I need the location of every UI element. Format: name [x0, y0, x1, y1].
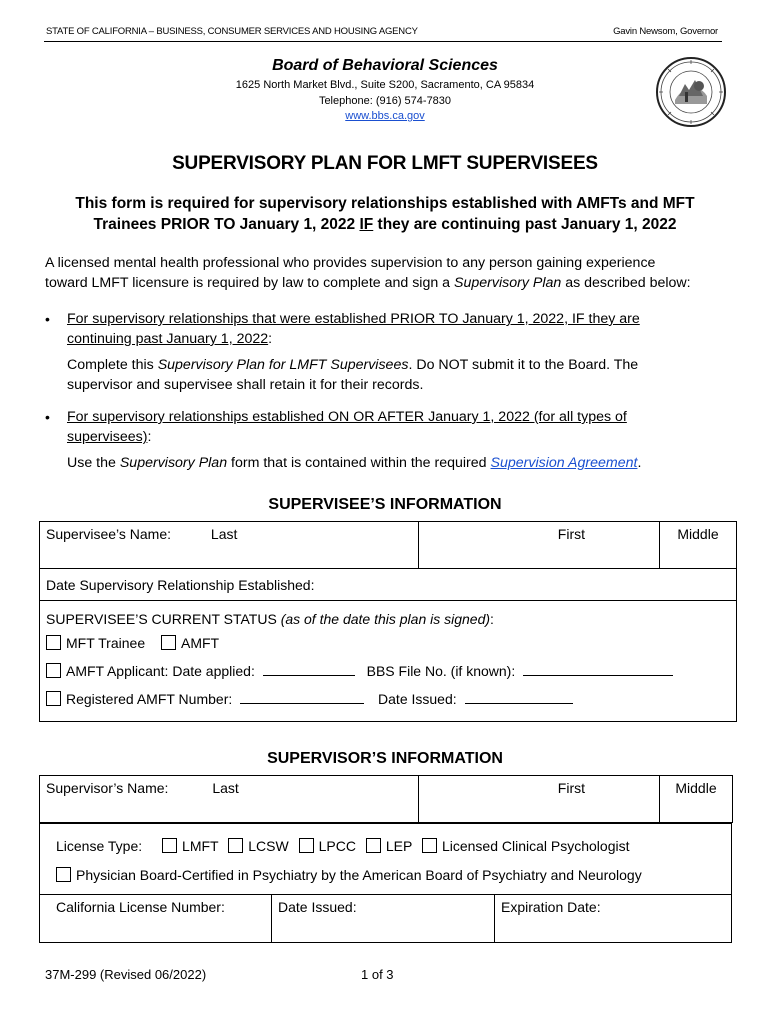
psychologist-checkbox[interactable]: [422, 838, 437, 853]
amft-applicant-checkbox[interactable]: [46, 663, 61, 678]
expiration-label: Expiration Date:: [501, 899, 601, 915]
bullet-2-body: [67, 453, 737, 473]
lep-checkbox[interactable]: [366, 838, 381, 853]
bullet-2-body-italic: Supervisory Plan: [119, 455, 228, 471]
form-id: 37M-299 (Revised 06/2022): [45, 967, 207, 982]
intro-italic: Supervisory Plan: [454, 275, 562, 291]
psychologist-label: Licensed Clinical Psychologist: [441, 838, 630, 854]
website-link[interactable]: www.bbs.ca.gov: [345, 110, 425, 122]
supervisor-name-cell[interactable]: [40, 776, 419, 823]
status-row-1: [46, 629, 730, 657]
registered-amft-checkbox[interactable]: [46, 691, 61, 706]
status-italic: (as of the date this plan is signed): [280, 611, 491, 627]
bullet-2-colon: :: [147, 429, 152, 445]
physician-row: [56, 861, 725, 890]
physician-checkbox[interactable]: [56, 867, 71, 882]
state-seal-icon: [655, 56, 727, 128]
page-subtitle: [40, 193, 730, 235]
lcsw-label: LCSW: [248, 838, 289, 854]
supervisee-middle-label: Middle: [677, 526, 719, 542]
supervisee-middle-cell[interactable]: [660, 522, 737, 569]
supervisor-last-label: Last: [212, 780, 239, 796]
lpcc-checkbox[interactable]: [299, 838, 314, 853]
bullet-2-body-b: form that is contained within the required: [227, 455, 491, 471]
subtitle-line-2-b: they are continuing past January 1, 2022: [373, 216, 677, 233]
supervisor-name-table: [39, 775, 733, 823]
bullet-2-heading-2-text: supervisees): [67, 429, 148, 445]
date-applied-field[interactable]: [263, 675, 355, 676]
expiration-cell[interactable]: [495, 895, 732, 943]
board-telephone: Telephone: (916) 574-7830: [318, 95, 452, 107]
license-options-row: [56, 832, 725, 861]
supervisor-first-label: First: [557, 780, 585, 796]
amft-label: AMFT: [181, 635, 220, 651]
lcsw-checkbox[interactable]: [228, 838, 243, 853]
supervisor-date-issued-cell[interactable]: [272, 895, 495, 943]
ca-license-label: California License Number:: [56, 899, 225, 915]
bullet-2-dot: •: [45, 409, 50, 425]
supervisor-date-issued-label: Date Issued:: [278, 899, 357, 915]
bullet-2-heading-1: For supervisory relationships established ON OR AFTER January 1, 2022 (for all types of: [67, 409, 627, 425]
supervisee-status-cell: [40, 601, 737, 722]
status-label: SUPERVISEE’S CURRENT STATUS: [46, 611, 281, 627]
supervisee-date-issued-label: Date Issued:: [378, 691, 457, 707]
bullet-1-body-italic: Supervisory Plan for LMFT Supervisees: [157, 357, 409, 373]
supervisee-name-cell[interactable]: [40, 522, 419, 569]
subtitle-if: IF: [359, 216, 374, 233]
date-established-label: Date Supervisory Relationship Established:: [46, 577, 315, 593]
agency-name: STATE OF CALIFORNIA – BUSINESS, CONSUMER SERVICES AND HOUSING AGENCY: [46, 26, 418, 37]
lep-label: LEP: [385, 838, 413, 854]
page-title: SUPERVISORY PLAN FOR LMFT SUPERVISEES: [172, 153, 598, 174]
license-type-cell: [40, 824, 732, 895]
bullet-1-dot: •: [45, 311, 50, 327]
bullet-1-heading-2: [67, 329, 737, 349]
supervisor-license-table: [39, 823, 732, 943]
intro-line-2: [45, 273, 735, 293]
intro-line-2-b: as described below:: [561, 275, 691, 291]
bbs-file-label: BBS File No. (if known):: [366, 663, 516, 679]
supervisor-section-title: SUPERVISOR’S INFORMATION: [267, 750, 503, 767]
license-type-label: License Type:: [56, 838, 143, 854]
bullet-2-heading-2: [67, 427, 737, 447]
supervisee-last-label: Last: [210, 526, 238, 542]
header-divider: [44, 41, 722, 42]
bullet-1-body-2: supervisor and supervisee shall retain it for their records.: [67, 377, 424, 393]
board-address: 1625 North Market Blvd., Suite S200, Sacramento, CA 95834: [235, 79, 535, 91]
bullet-2-body-a: Use the: [67, 455, 120, 471]
bullet-1-body-b: . Do NOT submit it to the Board. The: [408, 357, 639, 373]
page-number: 1 of 3: [361, 967, 394, 982]
registered-number-label: Registered AMFT Number:: [66, 691, 233, 707]
status-colon: :: [490, 611, 494, 627]
supervisee-section-title: SUPERVISEE’S INFORMATION: [268, 496, 502, 513]
supervisee-name-label: Supervisee’s Name:: [46, 526, 172, 542]
bullet-1-heading-2-text: continuing past January 1, 2022: [67, 331, 269, 347]
supervisee-date-issued-field[interactable]: [465, 703, 573, 704]
supervisee-first-cell[interactable]: [419, 522, 660, 569]
lpcc-label: LPCC: [318, 838, 356, 854]
subtitle-line-1: This form is required for supervisory relationships established with AMFTs and MFT: [75, 195, 695, 212]
governor-name: Gavin Newsom, Governor: [613, 26, 718, 37]
intro-line-1: A licensed mental health professional who provides supervision to any person gaining experience: [45, 255, 656, 271]
bullet-1: [67, 309, 737, 395]
bullet-1-colon: :: [268, 331, 273, 347]
registered-number-field[interactable]: [240, 703, 364, 704]
supervisor-name-label: Supervisor’s Name:: [46, 780, 169, 796]
supervisee-first-label: First: [557, 526, 585, 542]
status-heading: [46, 609, 730, 629]
date-established-cell[interactable]: [40, 569, 737, 601]
amft-applicant-label: AMFT Applicant: Date applied:: [66, 663, 255, 679]
bullet-1-body-a: Complete this: [67, 357, 158, 373]
status-row-2: [46, 657, 730, 685]
lmft-label: LMFT: [182, 838, 219, 854]
subtitle-line-2-a: Trainees PRIOR TO January 1, 2022: [93, 216, 360, 233]
mft-trainee-checkbox[interactable]: [46, 635, 61, 650]
supervision-agreement-link[interactable]: Supervision Agreement: [490, 455, 638, 471]
bullet-2-period: .: [637, 455, 642, 471]
intro-line-2-a: toward LMFT licensure is required by law to complete and sign a: [45, 275, 455, 291]
bullet-2: [67, 407, 737, 473]
supervisor-first-cell[interactable]: [419, 776, 660, 823]
supervisor-middle-label: Middle: [675, 780, 717, 796]
bullet-1-heading-1: For supervisory relationships that were established PRIOR TO January 1, 2022, IF they are: [67, 311, 640, 327]
bullet-1-body-1: [67, 355, 737, 375]
supervisor-middle-cell[interactable]: [660, 776, 733, 823]
supervisee-table: [39, 521, 737, 722]
ca-license-cell[interactable]: [40, 895, 272, 943]
bbs-file-field[interactable]: [523, 675, 673, 676]
board-name: Board of Behavioral Sciences: [272, 57, 498, 74]
lmft-checkbox[interactable]: [162, 838, 177, 853]
intro-paragraph: [45, 253, 735, 293]
physician-label: Physician Board-Certified in Psychiatry by the American Board of Psychiatry and Neurology: [76, 867, 642, 883]
mft-trainee-label: MFT Trainee: [66, 635, 146, 651]
status-row-3: [46, 685, 730, 713]
subtitle-line-2: [40, 214, 730, 235]
amft-checkbox[interactable]: [161, 635, 176, 650]
